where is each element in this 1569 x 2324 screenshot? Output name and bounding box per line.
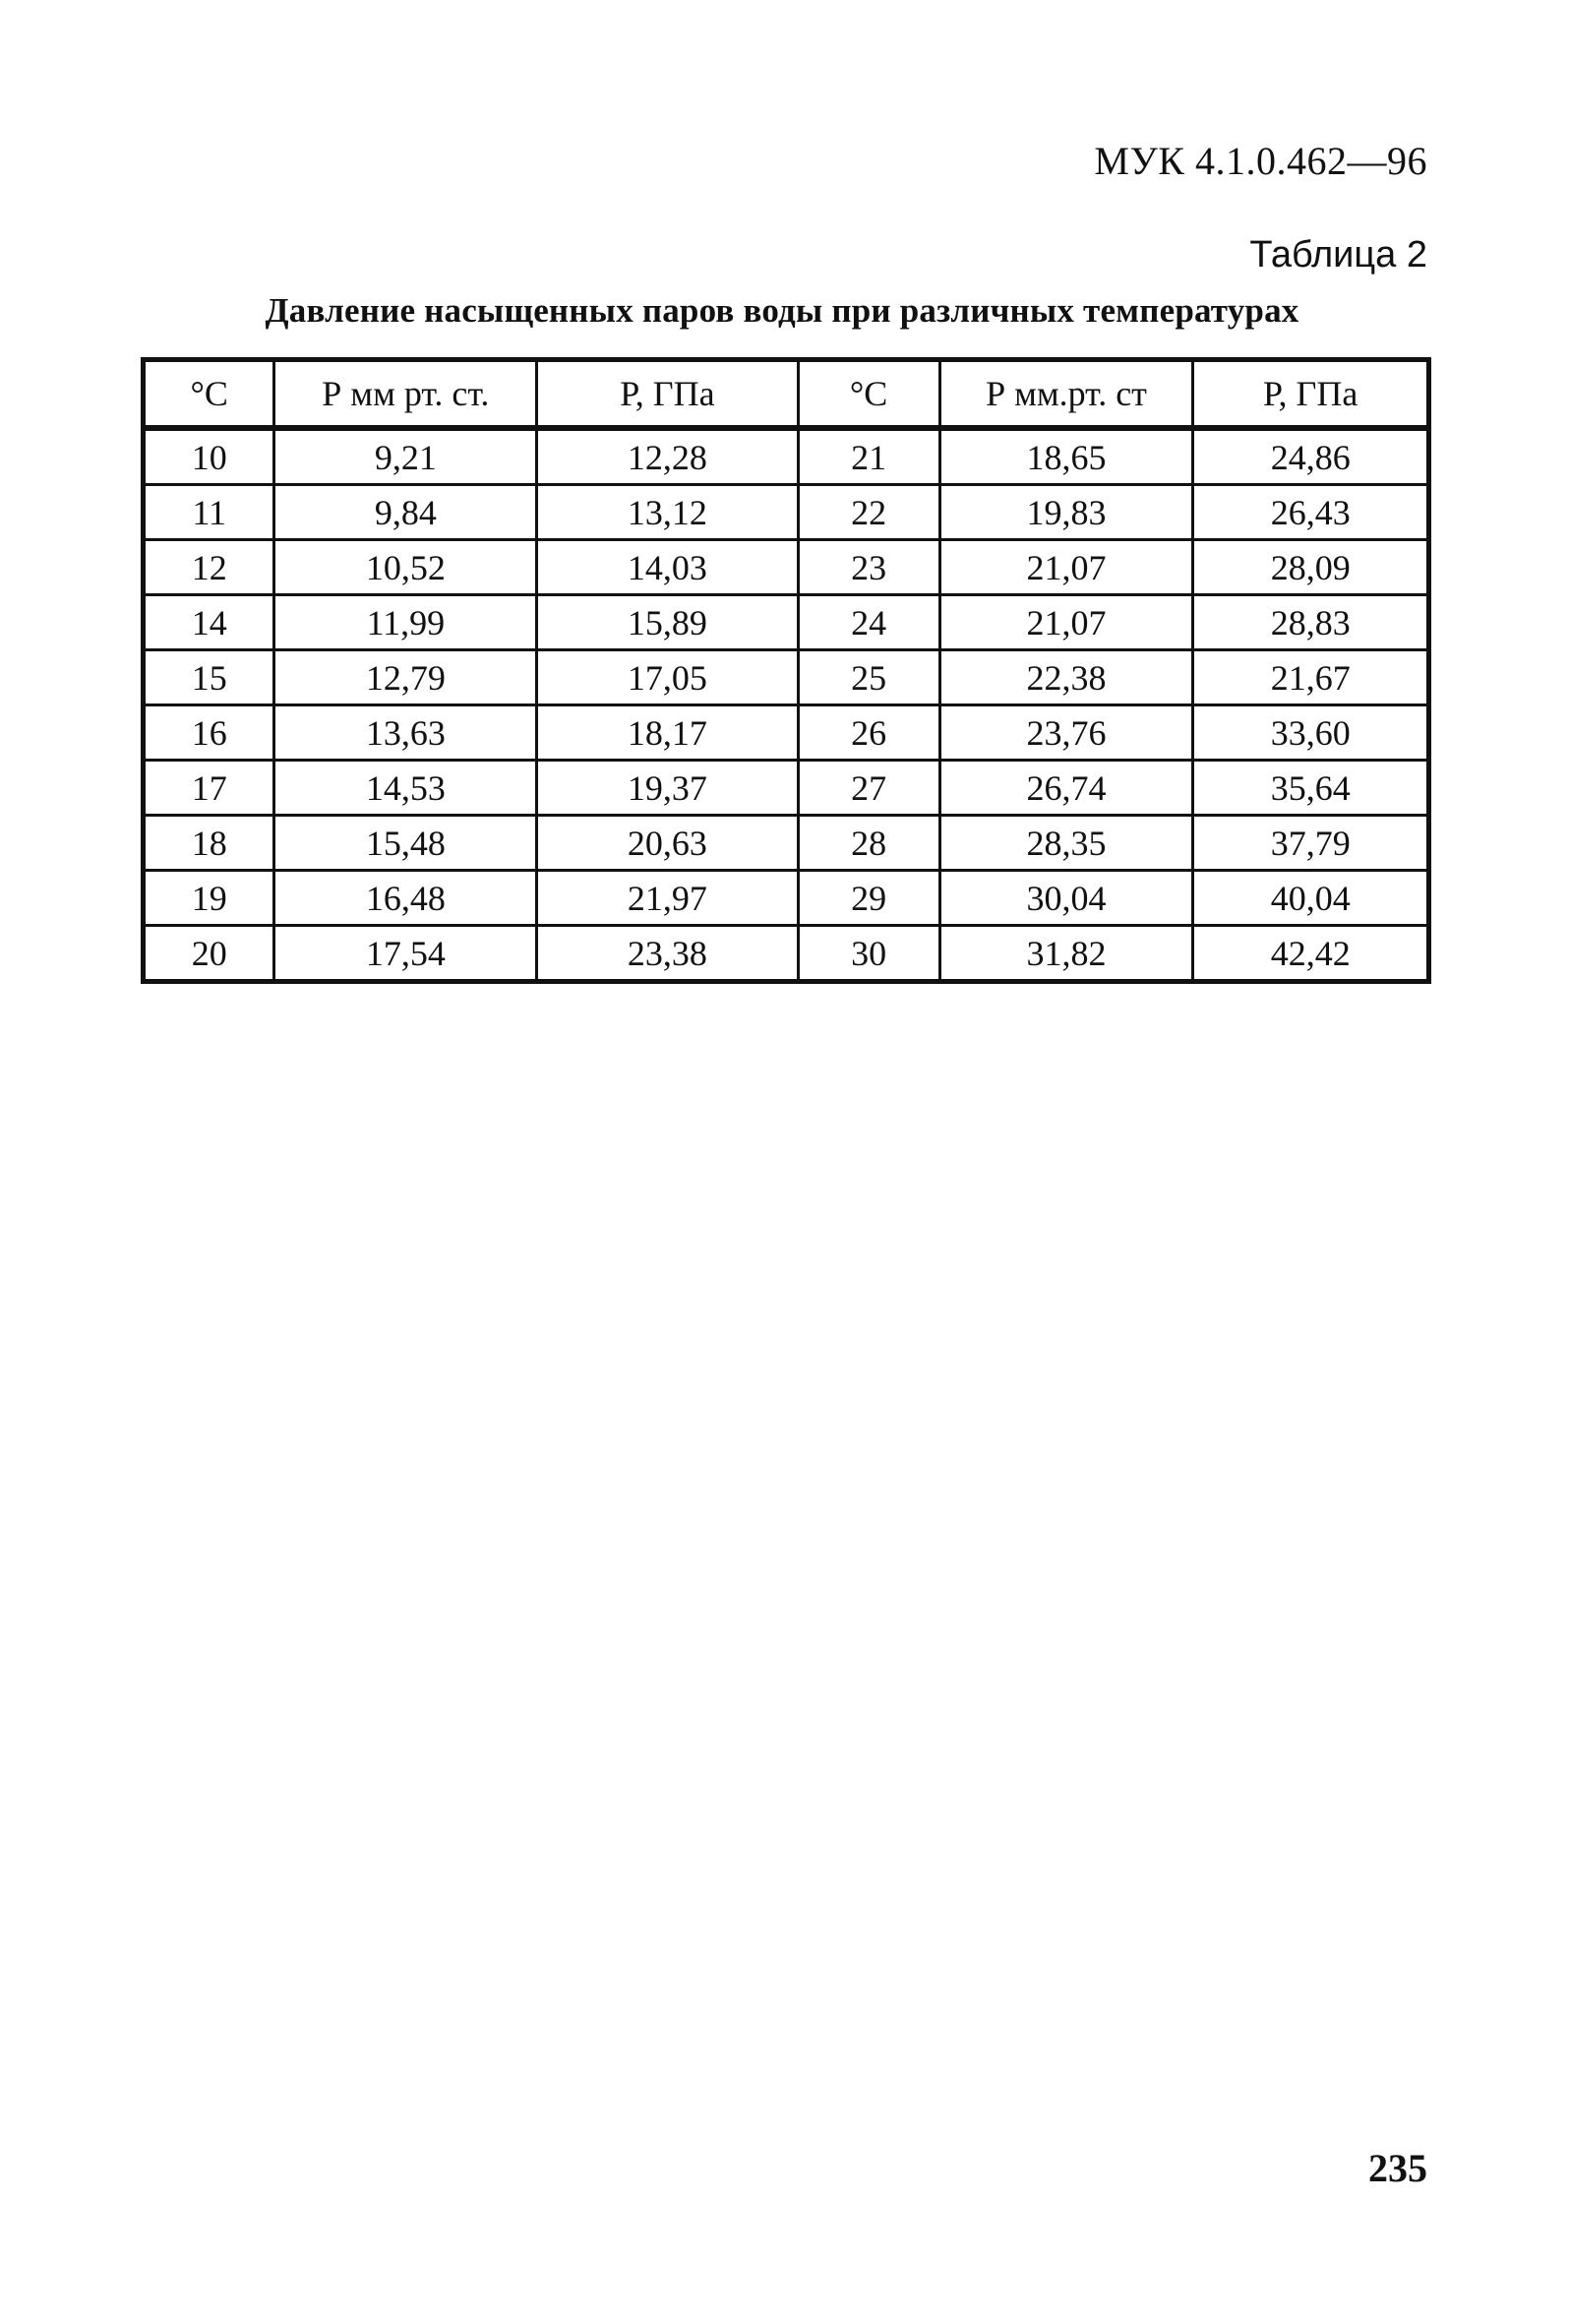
cell-pressure-hpa: 20,63 bbox=[537, 816, 798, 871]
cell-pressure-mmhg: 17,54 bbox=[274, 926, 537, 982]
cell-temperature: 15 bbox=[144, 650, 274, 705]
cell-temperature: 14 bbox=[144, 595, 274, 650]
cell-temperature: 11 bbox=[144, 485, 274, 540]
table-row bbox=[144, 816, 1429, 871]
cell-pressure-hpa: 21,97 bbox=[537, 871, 798, 926]
column-header-pressure-mmhg: Р мм.рт. ст bbox=[939, 360, 1193, 429]
column-header-temperature: °С bbox=[798, 360, 939, 429]
cell-pressure-hpa: 23,38 bbox=[537, 926, 798, 982]
cell-temperature: 25 bbox=[798, 650, 939, 705]
cell-pressure-hpa: 37,79 bbox=[1193, 816, 1429, 871]
cell-pressure-mmhg: 14,53 bbox=[274, 761, 537, 816]
cell-temperature: 16 bbox=[144, 705, 274, 761]
cell-temperature: 20 bbox=[144, 926, 274, 982]
table-number: Таблица 2 bbox=[1249, 234, 1427, 275]
cell-temperature: 18 bbox=[144, 816, 274, 871]
cell-temperature: 26 bbox=[798, 705, 939, 761]
cell-pressure-mmhg: 21,07 bbox=[939, 540, 1193, 595]
cell-temperature: 19 bbox=[144, 871, 274, 926]
column-header-pressure-hpa: Р, ГПа bbox=[537, 360, 798, 429]
cell-pressure-hpa: 28,09 bbox=[1193, 540, 1429, 595]
cell-temperature: 28 bbox=[798, 816, 939, 871]
cell-pressure-mmhg: 9,84 bbox=[274, 485, 537, 540]
table-title: Давление насыщенных паров воды при различных температурах bbox=[265, 291, 1299, 330]
cell-temperature: 23 bbox=[798, 540, 939, 595]
cell-pressure-mmhg: 21,07 bbox=[939, 595, 1193, 650]
table-body bbox=[144, 428, 1429, 982]
cell-pressure-hpa: 40,04 bbox=[1193, 871, 1429, 926]
cell-pressure-mmhg: 15,48 bbox=[274, 816, 537, 871]
cell-pressure-mmhg: 18,65 bbox=[939, 428, 1193, 485]
cell-pressure-mmhg: 13,63 bbox=[274, 705, 537, 761]
cell-temperature: 10 bbox=[144, 428, 274, 485]
column-header-pressure-hpa: Р, ГПа bbox=[1193, 360, 1429, 429]
cell-pressure-hpa: 21,67 bbox=[1193, 650, 1429, 705]
table-header-row bbox=[144, 360, 1429, 429]
cell-pressure-mmhg: 26,74 bbox=[939, 761, 1193, 816]
cell-pressure-mmhg: 10,52 bbox=[274, 540, 537, 595]
cell-temperature: 17 bbox=[144, 761, 274, 816]
cell-temperature: 27 bbox=[798, 761, 939, 816]
cell-pressure-mmhg: 23,76 bbox=[939, 705, 1193, 761]
cell-pressure-hpa: 24,86 bbox=[1193, 428, 1429, 485]
cell-temperature: 24 bbox=[798, 595, 939, 650]
cell-pressure-mmhg: 12,79 bbox=[274, 650, 537, 705]
cell-pressure-hpa: 33,60 bbox=[1193, 705, 1429, 761]
cell-temperature: 29 bbox=[798, 871, 939, 926]
table-row bbox=[144, 650, 1429, 705]
cell-temperature: 22 bbox=[798, 485, 939, 540]
cell-pressure-mmhg: 11,99 bbox=[274, 595, 537, 650]
table-row bbox=[144, 595, 1429, 650]
cell-pressure-hpa: 13,12 bbox=[537, 485, 798, 540]
cell-pressure-hpa: 14,03 bbox=[537, 540, 798, 595]
cell-pressure-hpa: 18,17 bbox=[537, 705, 798, 761]
cell-temperature: 30 bbox=[798, 926, 939, 982]
cell-pressure-mmhg: 28,35 bbox=[939, 816, 1193, 871]
cell-pressure-hpa: 28,83 bbox=[1193, 595, 1429, 650]
table-row bbox=[144, 926, 1429, 982]
cell-pressure-hpa: 15,89 bbox=[537, 595, 798, 650]
cell-pressure-hpa: 19,37 bbox=[537, 761, 798, 816]
cell-pressure-hpa: 26,43 bbox=[1193, 485, 1429, 540]
cell-pressure-mmhg: 16,48 bbox=[274, 871, 537, 926]
cell-pressure-mmhg: 30,04 bbox=[939, 871, 1193, 926]
cell-pressure-hpa: 17,05 bbox=[537, 650, 798, 705]
cell-pressure-hpa: 12,28 bbox=[537, 428, 798, 485]
cell-pressure-mmhg: 31,82 bbox=[939, 926, 1193, 982]
table-row bbox=[144, 428, 1429, 485]
table-row bbox=[144, 705, 1429, 761]
cell-temperature: 21 bbox=[798, 428, 939, 485]
column-header-pressure-mmhg: Р мм рт. ст. bbox=[274, 360, 537, 429]
cell-temperature: 12 bbox=[144, 540, 274, 595]
cell-pressure-hpa: 35,64 bbox=[1193, 761, 1429, 816]
vapor-pressure-table bbox=[141, 357, 1431, 984]
document-code: МУК 4.1.0.462—96 bbox=[1094, 139, 1427, 183]
table-row bbox=[144, 485, 1429, 540]
cell-pressure-mmhg: 22,38 bbox=[939, 650, 1193, 705]
cell-pressure-hpa: 42,42 bbox=[1193, 926, 1429, 982]
column-header-temperature: °С bbox=[144, 360, 274, 429]
cell-pressure-mmhg: 19,83 bbox=[939, 485, 1193, 540]
cell-pressure-mmhg: 9,21 bbox=[274, 428, 537, 485]
table-row bbox=[144, 871, 1429, 926]
table-row bbox=[144, 761, 1429, 816]
table-row bbox=[144, 540, 1429, 595]
page-number: 235 bbox=[1368, 2146, 1427, 2190]
